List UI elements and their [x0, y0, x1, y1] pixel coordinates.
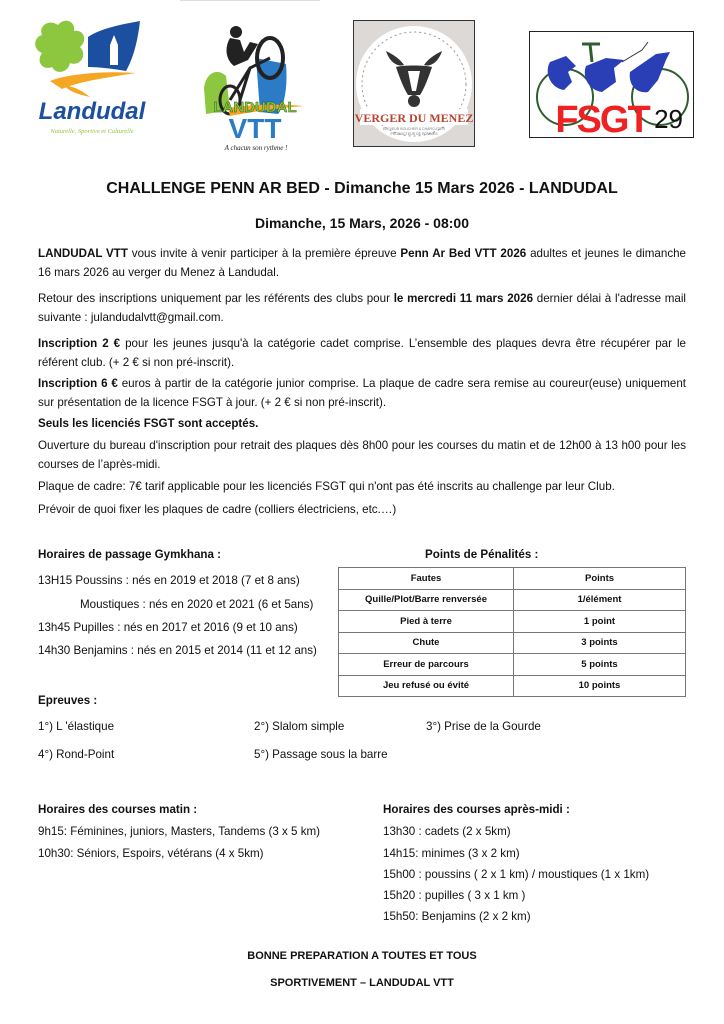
fsgt-number: 29 — [654, 104, 683, 134]
footer-signature: SPORTIVEMENT – LANDUDAL VTT — [270, 977, 454, 989]
table-header-row — [339, 568, 686, 590]
epreuve-item: 5°) Passage sous la barre — [254, 748, 388, 761]
gymkhana-heading: Horaires de passage Gymkhana : — [38, 548, 222, 561]
fsgt-29-logo — [529, 31, 694, 138]
mountain-biker-icon — [200, 18, 310, 153]
registration-deadline-paragraph: Retour des inscriptions uniquement par les référents des clubs pour le mercredi 11 mars 2026 dernier délai à l'adresse mail suivante : julandudalvtt@gmail.com. — [38, 292, 687, 324]
table-row: Pied à terre 1 point — [339, 611, 686, 633]
epreuve-item: 3°) Prise de la Gourde — [426, 720, 541, 733]
landudal-emblem-icon — [30, 15, 155, 145]
svg-text:LANDUDAL: LANDUDAL — [213, 99, 297, 116]
svg-text:FSGT: FSGT — [555, 99, 649, 137]
youth-fee-paragraph: Inscription 2 € pour les jeunes jusqu'à la catégorie cadet comprise. L’ensemble des plaques devra être récupérer par le référent club. (+ 2 € si non pré-inscrit). — [38, 337, 686, 369]
footer-greeting: BONNE PREPARATION A TOUTES ET TOUS — [247, 950, 477, 962]
svg-text:ÉLEVEUR BOUCHER & CHARCUTIER: ÉLEVEUR BOUCHER & CHARCUTIER — [382, 127, 446, 131]
epreuve-item: 2°) Slalom simple — [254, 720, 345, 733]
svg-text:VTT: VTT — [228, 113, 282, 144]
page-title: CHALLENGE PENN AR BED - Dimanche 15 Mars 2026 - LANDUDAL — [106, 180, 618, 197]
afternoon-race-item: 15h50: Benjamins (2 x 2 km) — [383, 910, 531, 923]
gymkhana-item: 14h30 Benjamins : nés en 2015 et 2014 (11 et 12 ans) — [38, 644, 317, 657]
morning-race-item: 9h15: Féminines, juniors, Masters, Tandems (3 x 5 km) — [38, 825, 321, 838]
column-header: Points — [514, 568, 686, 590]
morning-race-item: 10h30: Séniors, Espoirs, vétérans (4 x 5km) — [38, 847, 264, 860]
epreuves-heading: Epreuves : — [38, 694, 98, 707]
morning-races-heading: Horaires des courses matin : — [38, 803, 198, 816]
penalties-table — [338, 567, 686, 697]
afternoon-race-item: 14h15: minimes (3 x 2 km) — [383, 847, 520, 860]
afternoon-race-item: 15h20 : pupilles ( 3 x 1 km ) — [383, 889, 526, 902]
svg-text:Naturelle, Sportive et Culture: Naturelle, Sportive et Culturelle — [50, 128, 134, 135]
svg-text:Landudal: Landudal — [38, 98, 146, 125]
fsgt-only-notice: Seuls les licenciés FSGT sont acceptés. — [38, 417, 259, 430]
gymkhana-item: Moustiques : nés en 2020 et 2021 (6 et 5ans) — [80, 598, 314, 611]
event-datetime: Dimanche, 15 Mars, 2026 - 08:00 — [254, 215, 469, 231]
svg-text:PRODUCTEUR DE POMMES: PRODUCTEUR DE POMMES — [390, 132, 438, 136]
table-row: Erreur de parcours 5 points — [339, 654, 686, 676]
svg-text:VERGER DU MENEZ: VERGER DU MENEZ — [354, 111, 474, 125]
frame-plate-fee-paragraph: Plaque de cadre: 7€ tarif applicable pour les licenciés FSGT qui n'ont pas été inscrits au challenge par leur Club. — [38, 480, 615, 493]
table-row: Quille/Plot/Barre renversée 1/élément — [339, 589, 686, 611]
table-row: Chute 3 points — [339, 632, 686, 654]
landudal-vtt-logo — [200, 18, 310, 153]
afternoon-race-item: 15h00 : poussins ( 2 x 1 km) / moustiques (1 x 1km) — [383, 868, 650, 881]
frame-plate-tip-paragraph: Prévoir de quoi fixer les plaques de cadre (colliers électriciens, etc.…) — [38, 503, 397, 516]
intro-paragraph: LANDUDAL VTT vous invite à venir participer à la première épreuve Penn Ar Bed VTT 2026 adultes et jeunes le dimanche 16 mars 2026 au verger du Menez à Landudal. — [38, 247, 687, 279]
afternoon-races-heading: Horaires des courses après-midi : — [383, 803, 570, 816]
penalties-heading: Points de Pénalités : — [425, 548, 539, 561]
epreuve-item: 1°) L 'élastique — [38, 720, 115, 733]
afternoon-race-item: 13h30 : cadets (2 x 5km) — [383, 825, 511, 838]
adult-fee-paragraph: Inscription 6 € euros à partir de la catégorie junior comprise. La plaque de cadre sera remise au coureur(euse) uniquement sur présentation de la licence FSGT à jour. (+ 2 € si non pré-inscrit). — [38, 377, 686, 409]
cow-head-icon — [354, 21, 474, 146]
top-divider — [180, 0, 320, 1]
opening-hours-paragraph: Ouverture du bureau d'inscription pour retrait des plaques dès 8h00 pour les courses du matin et de 12h00 à 13 h00 pour les courses de l’après-midi. — [38, 439, 686, 471]
table-row: Jeu refusé ou évité 10 points — [339, 675, 686, 697]
verger-du-menez-logo — [353, 20, 475, 147]
gymkhana-item: 13H15 Poussins : nés en 2019 et 2018 (7 et 8 ans) — [38, 574, 300, 587]
epreuve-item: 4°) Rond-Point — [38, 748, 115, 761]
landudal-logo — [30, 15, 155, 145]
column-header: Fautes — [339, 568, 514, 590]
svg-text:A chacun son rythme !: A chacun son rythme ! — [224, 144, 288, 152]
gymkhana-item: 13h45 Pupilles : nés en 2017 et 2016 (9 et 10 ans) — [38, 621, 298, 634]
